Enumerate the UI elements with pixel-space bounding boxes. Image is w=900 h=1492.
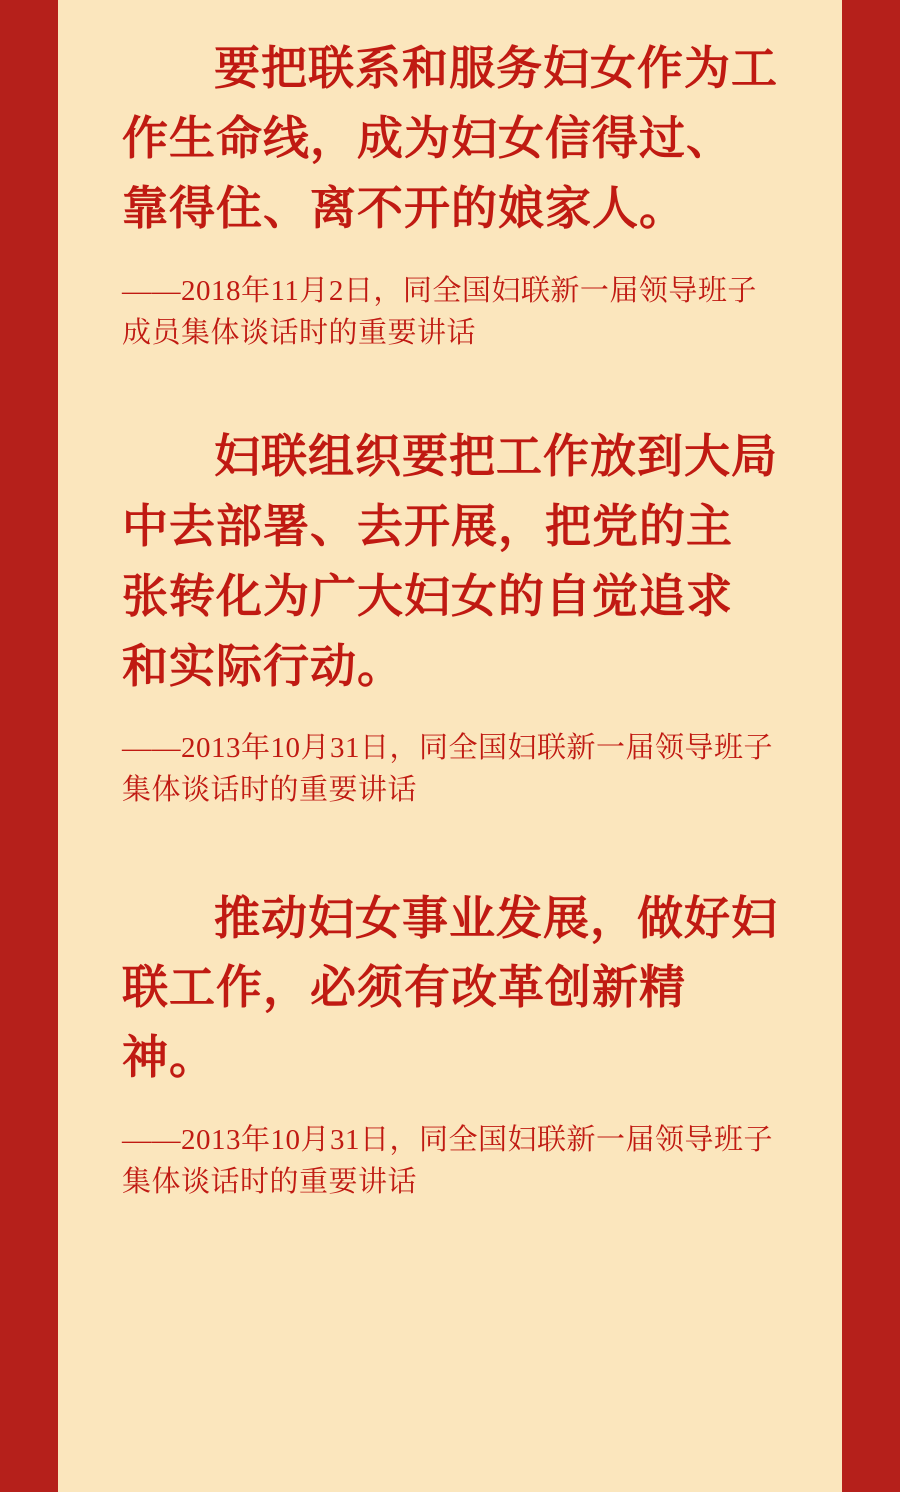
quote-text-1: 要把联系和服务妇女作为工作生命线，成为妇女信得过、靠得住、离不开的娘家人。 [122,43,778,234]
quote-block-1 [122,34,778,354]
quote-block-2 [122,422,778,812]
quote-text-2: 妇联组织要把工作放到大局中去部署、去开展，把党的主张转化为广大妇女的自觉追求和实际行动。 [122,430,778,692]
spacer [122,254,778,270]
quote-attribution-2: ——2013年10月31日，同全国妇联新一届领导班子集体谈话时的重要讲话 [122,732,774,807]
section-spacer-2 [122,818,778,884]
quote-text-3: 推动妇女事业发展，做好妇联工作，必须有改革创新精神。 [122,892,778,1084]
quote-attribution-3: ——2013年10月31日，同全国妇联新一届领导班子集体谈话时的重要讲话 [122,1124,774,1199]
spacer [122,1103,778,1119]
content-panel [58,0,842,1492]
quote-block-3 [122,884,778,1204]
section-spacer-1 [122,360,778,422]
quote-attribution-1: ——2018年11月2日，同全国妇联新一届领导班子成员集体谈话时的重要讲话 [122,274,757,349]
spacer [122,711,778,727]
